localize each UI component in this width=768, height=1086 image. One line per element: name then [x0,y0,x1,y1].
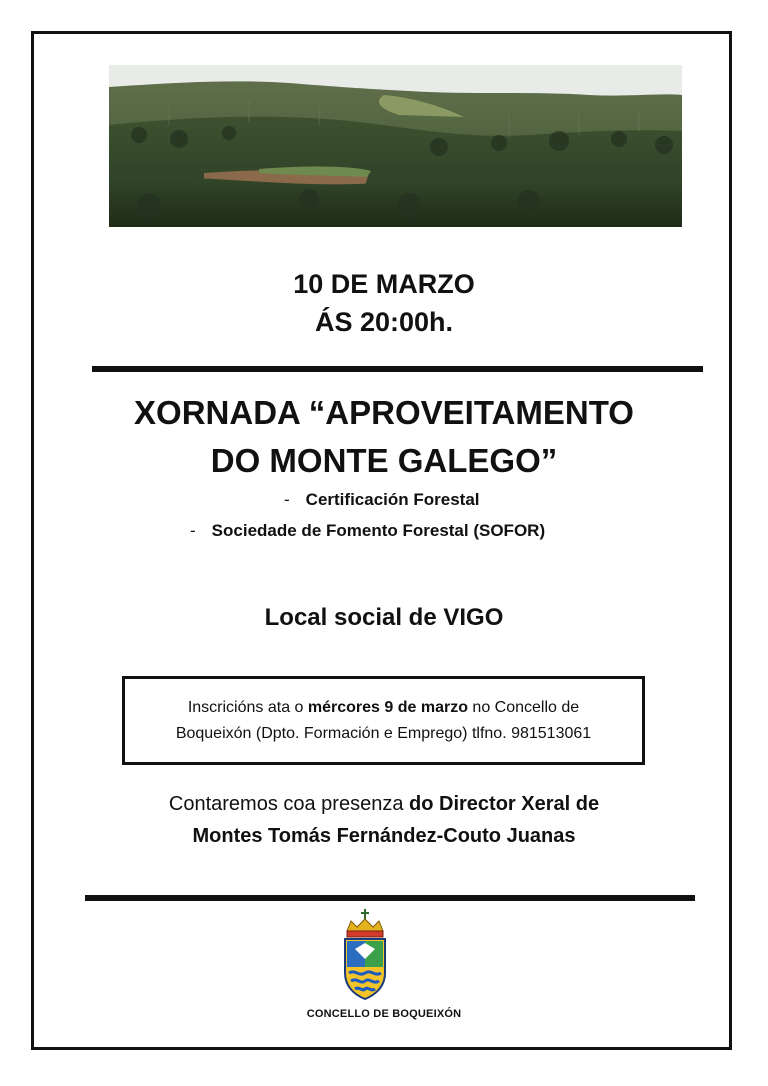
divider-top [92,366,703,372]
topic-label: Sociedade de Fomento Forestal (SOFOR) [211,521,546,540]
presence-prefix: Contaremos coa presenza [168,793,410,815]
organizer-name: CONCELLO DE BOQUEIXÓN [306,1008,462,1020]
forest-landscape-photo [109,65,682,227]
topic-dash: - [190,521,196,540]
event-title-line2: DO MONTE GALEGO” [210,442,558,479]
topic-dash: - [284,490,290,509]
registration-line2: Boqueixón (Dpto. Formación e Emprego) tlfno. 981513061 [175,725,592,742]
topic-item [284,489,480,511]
presence-line1 [0,789,768,819]
event-title-line1: XORNADA “APROVEITAMENTO [134,394,634,431]
event-date: 10 DE MARZO [293,269,475,299]
topic-label: Certificación Forestal [305,490,480,509]
event-venue: Local social de VIGO [264,604,504,631]
registration-deadline: mércores 9 de marzo [307,699,468,716]
topic-item [190,520,545,542]
divider-bottom [85,895,695,901]
event-time: ÁS 20:00h. [314,307,454,337]
municipal-crest-icon [339,907,391,1003]
presence-guest-title: do Director Xeral de [409,793,600,815]
registration-suffix: no Concello de [467,699,580,716]
registration-box [122,676,645,765]
registration-line1 [125,695,642,721]
registration-prefix: Inscricións ata o [187,699,308,716]
presence-line2: Montes Tomás Fernández-Couto Juanas [192,825,576,847]
